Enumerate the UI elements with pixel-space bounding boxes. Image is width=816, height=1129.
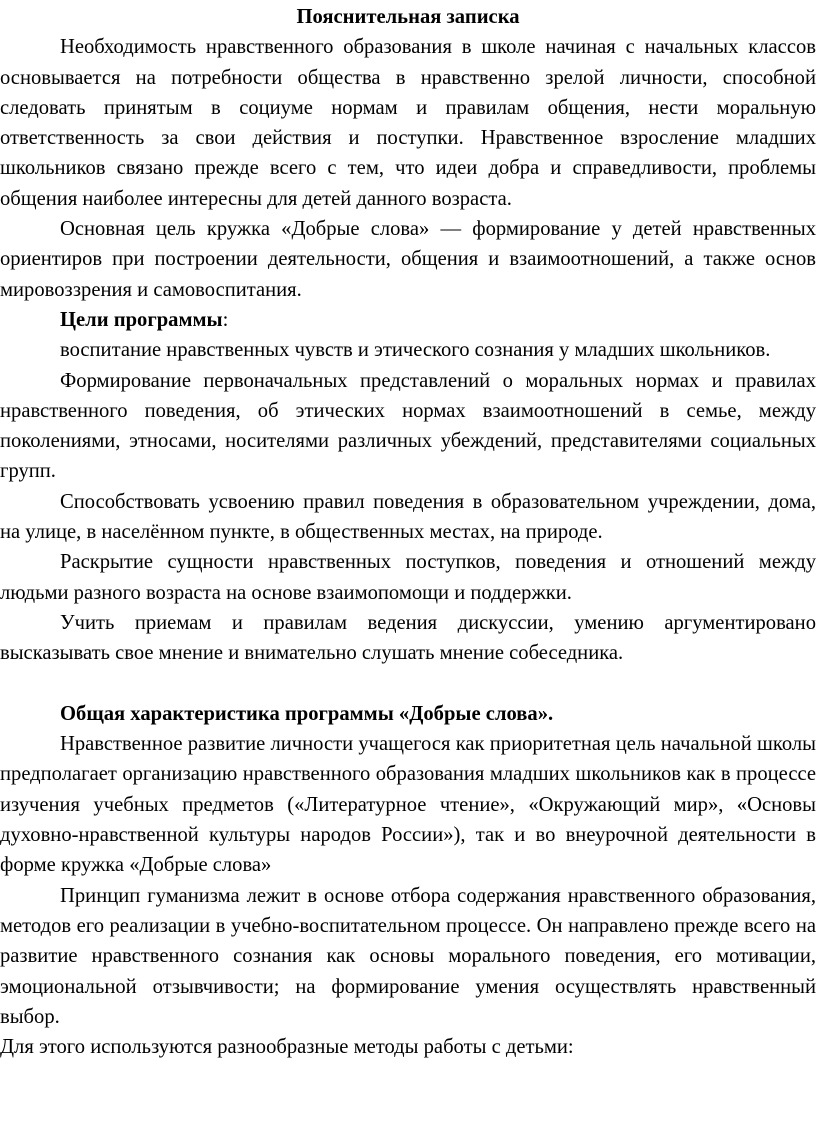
document-body — [0, 2, 816, 1062]
goal-item-3: Способствовать усвоению правил поведения в образовательном учреждении, дома, на улице, в населённом пункте, в общественных местах, на природе. — [0, 490, 816, 544]
section-paragraph-2: Принцип гуманизма лежит в основе отбора содержания нравственного образования, методов его реализации в учебно-воспитательном процессе. Он направлено прежде всего на развитие нравственного сознания как основы морального поведения, его мотивации, эмоциональной отзывчивости; на формирование умения осуществлять нравственный выбор. — [0, 884, 816, 1028]
goals-heading-colon: : — [222, 308, 229, 331]
section-heading: Общая характеристика программы «Добрые слова». — [60, 702, 554, 725]
section-paragraph-1: Нравственное развитие личности учащегося как приоритетная цель начальной школы предполагает организацию нравственного образования младших школьников как в процессе изучения учебных предметов («Литературное чтение», «Окружающий мир», «Основы духовно-нравственной культуры народов России»), так и во внеурочной деятельности в форме кружка «Добрые слова» — [0, 733, 816, 877]
goal-item-1: воспитание нравственных чувств и этического сознания у младших школьников. — [60, 339, 771, 362]
goal-item-4: Раскрытие сущности нравственных поступков, поведения и отношений между людьми разного возраста на основе взаимопомощи и поддержки. — [0, 551, 816, 604]
goal-item-5: Учить приемам и правилам ведения дискуссии, умению аргументировано высказывать свое мнение и внимательно слушать мнение собеседника. — [0, 611, 816, 665]
document-title: Пояснительная записка — [296, 6, 520, 28]
goals-heading: Цели программы — [60, 308, 223, 331]
closing-line: Для этого используются разнообразные методы работы с детьми: — [0, 1036, 574, 1059]
intro-paragraph-1: Необходимость нравственного образования в школе начиная с начальных классов основывается на потребности общества в нравственно зрелой личности, способной следовать принятым в социуме нормам и правилам общения, нести моральную ответственность за свои действия и поступки. Нравственное взросление младших школьников связано прежде всего с тем, что идеи добра и справедливости, проблемы общения наиболее интересны для детей данного возраста. — [0, 36, 816, 210]
goal-item-2: Формирование первоначальных представлений о моральных нормах и правилах нравственного поведения, об этических нормах взаимоотношений в семье, между поколениями, этносами, носителями различных убеждений, представителями социальных групп. — [0, 369, 816, 483]
intro-paragraph-2: Основная цель кружка «Добрые слова» — формирование у детей нравственных ориентиров при построении деятельности, общения и взаимоотношений, а также основ мировоззрения и самовоспитания. — [0, 218, 816, 301]
goals-heading-line — [0, 305, 816, 335]
